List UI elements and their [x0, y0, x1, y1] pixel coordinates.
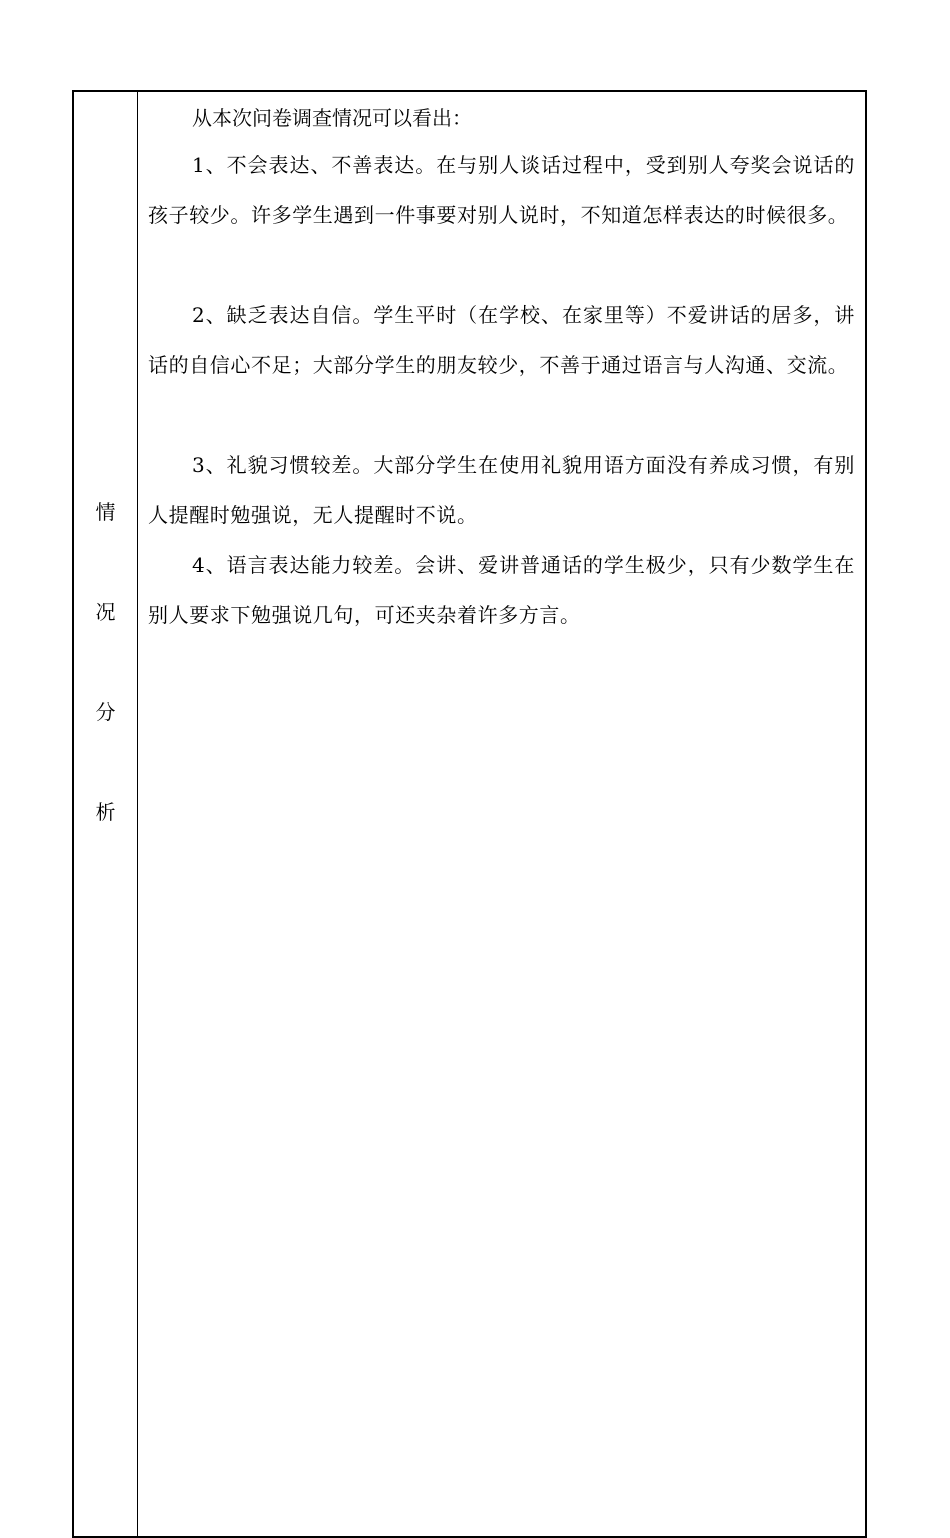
- paragraph-2: 2、缺乏表达自信。学生平时（在学校、在家里等）不爱讲话的居多，讲话的自信心不足；大部分学生的朋友较少，不善于通过语言与人沟通、交流。: [148, 303, 855, 377]
- section-label-char: 分: [95, 700, 116, 724]
- section-label-char: 情: [95, 500, 116, 524]
- section-label-char: 况: [95, 600, 116, 624]
- section-label-cell: [74, 92, 137, 1536]
- section-label-char: 析: [95, 800, 116, 824]
- content-cell: [138, 92, 865, 1536]
- paragraph-4: 4、语言表达能力较差。会讲、爱讲普通话的学生极少，只有少数学生在别人要求下勉强说几句，可还夹杂着许多方言。: [148, 553, 855, 627]
- intro-text: 从本次问卷调查情况可以看出：: [192, 106, 472, 130]
- analysis-table: [72, 90, 867, 1538]
- paragraph-1: 1、不会表达、不善表达。在与别人谈话过程中，受到别人夸奖会说话的孩子较少。许多学生遇到一件事要对别人说时，不知道怎样表达的时候很多。: [148, 153, 855, 227]
- paragraph-3: 3、礼貌习惯较差。大部分学生在使用礼貌用语方面没有养成习惯，有别人提醒时勉强说，无人提醒时不说。: [148, 453, 855, 527]
